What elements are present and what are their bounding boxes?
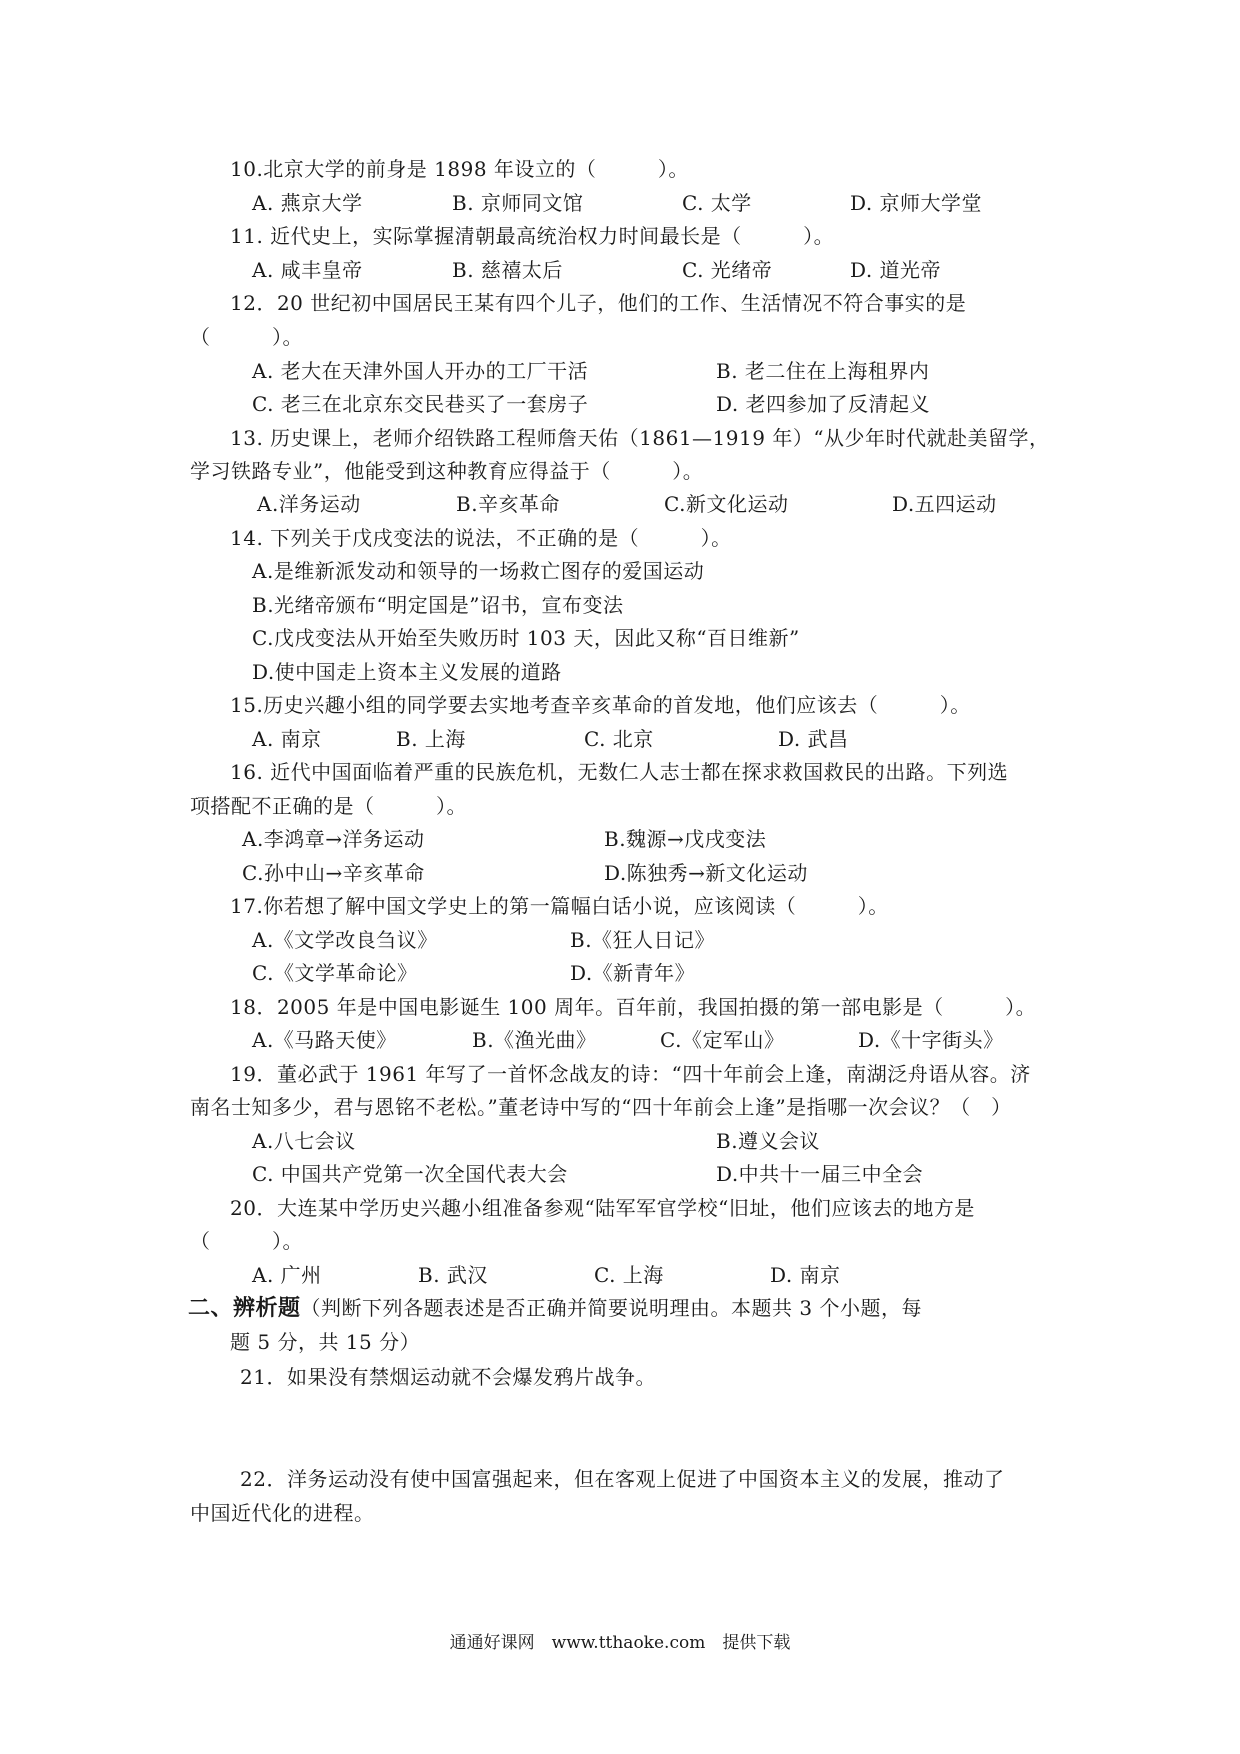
question-13-option-c: C.新文化运动 [664,492,789,516]
question-12-stem-line-2: （ ）。 [190,325,303,349]
question-10-option-b: B. 京师同文馆 [452,191,584,215]
question-13-option-a: A.洋务运动 [257,492,361,516]
question-10-option-d: D. 京师大学堂 [850,191,983,215]
question-11-option-a: A. 咸丰皇帝 [252,258,363,282]
question-22-line-2: 中国近代化的进程。 [190,1501,375,1525]
question-12-option-b: B. 老二住在上海租界内 [716,359,930,383]
section-2-title: 二、辨析题 [188,1295,301,1321]
question-11-option-b: B. 慈禧太后 [452,258,563,282]
question-14-option-c: C.戊戌变法从开始至失败历时 103 天，因此又称“百日维新” [252,626,800,650]
question-11-option-d: D. 道光帝 [850,258,942,282]
question-15-option-b: B. 上海 [396,727,466,751]
question-16-stem-line-1: 16. 近代中国面临着严重的民族危机，无数仁人志士都在探求救国救民的出路。下列选 [230,760,1009,784]
question-13-stem-line-1: 13. 历史课上，老师介绍铁路工程师詹天佑（1861—1919 年）“从少年时代就赴美留学， [230,426,1050,450]
question-14-stem: 14. 下列关于戊戌变法的说法，不正确的是（ ）。 [230,526,732,550]
question-14-option-d: D.使中国走上资本主义发展的道路 [252,660,562,684]
question-12-option-a: A. 老大在天津外国人开办的工厂干活 [252,359,589,383]
question-19-option-d: D.中共十一届三中全会 [716,1162,924,1186]
question-19-option-a: A.八七会议 [252,1129,356,1153]
question-18-option-a: A.《马路天使》 [252,1028,397,1052]
question-16-option-d: D.陈独秀→新文化运动 [604,861,808,885]
question-20-stem-line-1: 20．大连某中学历史兴趣小组准备参观“陆军军官学校“旧址，他们应该去的地方是 [230,1196,975,1220]
question-16-option-a: A.李鸿章→洋务运动 [242,827,425,851]
question-12-stem-line-1: 12．20 世纪初中国居民王某有四个儿子，他们的工作、生活情况不符合事实的是 [230,291,967,315]
question-19-stem-line-2: 南名士知多少，君与恩铭不老松。”董老诗中写的“四十年前会上逢”是指哪一次会议？（ ） [190,1095,1012,1119]
question-20-stem-line-2: （ ）。 [190,1229,303,1253]
question-18-option-b: B.《渔光曲》 [472,1028,597,1052]
question-18-stem: 18．2005 年是中国电影诞生 100 周年。百年前，我国拍摄的第一部电影是（ ）。 [230,995,1037,1019]
question-12-option-d: D. 老四参加了反清起义 [716,392,931,416]
question-11-stem: 11. 近代史上，实际掌握清朝最高统治权力时间最长是（ ）。 [230,224,835,248]
question-17-option-a: A.《文学改良刍议》 [252,928,438,952]
question-20-option-a: A. 广州 [252,1263,322,1287]
question-20-option-d: D. 南京 [770,1263,841,1287]
question-12-option-c: C. 老三在北京东交民巷买了一套房子 [252,392,589,416]
question-18-option-c: C.《定军山》 [660,1028,785,1052]
question-15-option-a: A. 南京 [252,727,322,751]
question-13-option-d: D.五四运动 [892,492,997,516]
question-22-line-1: 22．洋务运动没有使中国富强起来，但在客观上促进了中国资本主义的发展，推动了 [240,1467,1005,1491]
question-20-option-b: B. 武汉 [418,1263,488,1287]
question-15-option-c: C. 北京 [584,727,654,751]
question-15-option-d: D. 武昌 [778,727,849,751]
question-16-option-b: B.魏源→戊戌变法 [604,827,767,851]
question-14-option-b: B.光绪帝颁布“明定国是”诏书，宣布变法 [252,593,624,617]
question-10-stem: 10.北京大学的前身是 1898 年设立的（ ）。 [230,157,689,181]
question-10-option-a: A. 燕京大学 [252,191,363,215]
question-17-option-c: C.《文学革命论》 [252,961,418,985]
question-19-option-b: B.遵义会议 [716,1129,821,1153]
section-2-description-line-2: 题 5 分，共 15 分） [230,1330,421,1354]
question-11-option-c: C. 光绪帝 [682,258,773,282]
question-19-option-c: C. 中国共产党第一次全国代表大会 [252,1162,568,1186]
question-16-option-c: C.孙中山→辛亥革命 [242,861,425,885]
question-18-option-d: D.《十字街头》 [858,1028,1004,1052]
section-2-header [188,1295,922,1321]
section-2-description-line-1: （判断下列各题表述是否正确并简要说明理由。本题共 3 个小题，每 [300,1296,922,1320]
question-15-stem: 15.历史兴趣小组的同学要去实地考查辛亥革命的首发地，他们应该去（ ）。 [230,693,971,717]
question-10-option-c: C. 太学 [682,191,752,215]
question-21: 21．如果没有禁烟运动就不会爆发鸦片战争。 [240,1365,656,1389]
question-14-option-a: A.是维新派发动和领导的一场救亡图存的爱国运动 [252,559,705,583]
question-13-option-b: B.辛亥革命 [456,492,561,516]
question-20-option-c: C. 上海 [594,1263,664,1287]
page-footer: 通通好课网 www.tthaoke.com 提供下载 [449,1633,791,1653]
question-16-stem-line-2: 项搭配不正确的是（ ）。 [190,794,467,818]
question-19-stem-line-1: 19．董必武于 1961 年写了一首怀念战友的诗：“四十年前会上逢，南湖泛舟语从容。济 [230,1062,1031,1086]
question-17-option-b: B.《狂人日记》 [570,928,716,952]
question-13-stem-line-2: 学习铁路专业”，他能受到这种教育应得益于（ ）。 [190,459,704,483]
question-17-option-d: D.《新青年》 [570,961,696,985]
question-17-stem: 17.你若想了解中国文学史上的第一篇幅白话小说，应该阅读（ ）。 [230,894,889,918]
